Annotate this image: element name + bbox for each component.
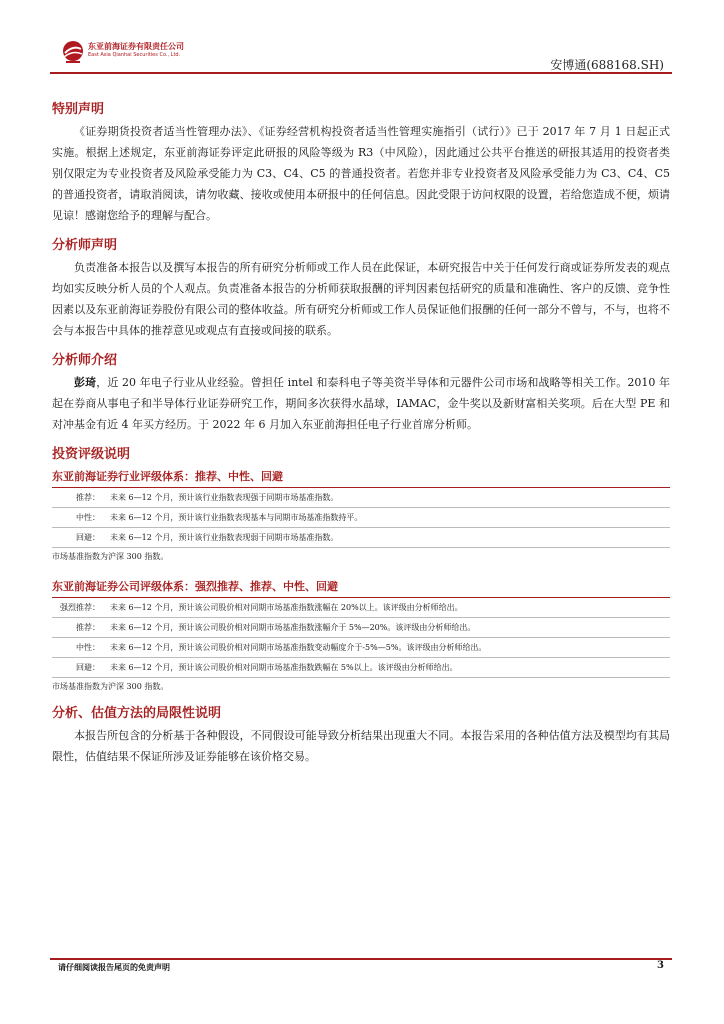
company-name-cn: 东亚前海证券有限责任公司: [88, 42, 184, 51]
footer-divider: [50, 958, 672, 960]
table-row: [52, 508, 670, 528]
rating-desc: 未来 6—12 个月，预计该行业指数表现强于同期市场基准指数。: [110, 488, 670, 508]
page-header: [50, 36, 672, 72]
rating-desc: 未来 6—12 个月，预计该公司股价相对同期市场基准指数跌幅在 5%以上。该评级由分析师给出。: [110, 658, 670, 678]
company-benchmark-note: 市场基准指数为沪深 300 指数。: [52, 682, 169, 691]
analyst-intro-text: [52, 372, 670, 435]
rating-key: 推荐：: [76, 493, 100, 502]
rating-desc: 未来 6—12 个月，预计该公司股价相对同期市场基准指数变动幅度介于-5%—5%。该评级由分析师给出。: [110, 638, 670, 658]
table-row: [52, 488, 670, 508]
rating-key: 回避：: [76, 533, 100, 542]
special-statement-text: 《证券期货投资者适当性管理办法》、《证券经营机构投资者适当性管理实施指引（试行）》已于 2017 年 7 月 1 日起正式实施。根据上述规定，东亚前海证券评定此研报的风险等级为 R3（中风险），因此通过公共平台推送的研报其适用的投资者类别仅限定为专业投资者及风险承受能力为 C3、C4、C5 的普通投资者。若您并非专业投资者及风险承受能力为 C3、C4、C5 的普通投资者，请取消阅读，请勿收藏、接收或使用本研报中的任何信息。因此受限于访问权限的设置，若给您造成不便，烦请见谅！感谢您给予的理解与配合。: [52, 125, 670, 222]
rating-key: 强烈推荐：: [60, 603, 100, 612]
table-row: [52, 658, 670, 678]
industry-benchmark-note: 市场基准指数为沪深 300 指数。: [52, 552, 169, 561]
page-number: 3: [657, 960, 664, 971]
section-title-rating: 投资评级说明: [52, 447, 131, 462]
rating-desc: 未来 6—12 个月，预计该公司股价相对同期市场基准指数涨幅介于 5%—20%。该评级由分析师给出。: [110, 618, 670, 638]
company-logo-icon: [60, 40, 86, 64]
header-divider: [50, 72, 672, 74]
footer-disclaimer: 请仔细阅读报告尾页的免责声明: [58, 963, 170, 972]
rating-desc: 未来 6—12 个月，预计该公司股价相对同期市场基准指数涨幅在 20%以上。该评级由分析师给出。: [110, 598, 670, 618]
table-row: [52, 598, 670, 618]
rating-key: 推荐：: [76, 623, 100, 632]
rating-desc: 未来 6—12 个月，预计该行业指数表现弱于同期市场基准指数。: [110, 528, 670, 548]
rating-key: 中性：: [76, 643, 100, 652]
industry-rating-table: [52, 488, 670, 548]
section-title-analyst-statement: 分析师声明: [52, 238, 118, 253]
limitation-text: 本报告所包含的分析基于各种假设，不同假设可能导致分析结果出现重大不同。本报告采用的各种估值方法及模型均有其局限性，估值结果不保证所涉及证券能够在该价格交易。: [52, 729, 670, 763]
analyst-name: 彭琦: [74, 376, 97, 389]
analyst-bio: ，近 20 年电子行业从业经验。曾担任 intel 和泰科电子等美资半导体和元器件公司市场和战略等相关工作。2010 年起在券商从事电子和半导体行业证券研究工作，期间多次获得水晶球，IAMAC，金牛奖以及新财富相关奖项。后在大型 PE 和对冲基金有近 4 年买方经历。于 2022 年 6 月加入东亚前海担任电子行业首席分析师。: [52, 376, 670, 431]
analyst-statement-text: 负责准备本报告以及撰写本报告的所有研究分析师或工作人员在此保证，本研究报告中关于任何发行商或证券所发表的观点均如实反映分析人员的个人观点。负责准备本报告的分析师获取报酬的评判因素包括研究的质量和准确性、客户的反馈、竞争性因素以及东亚前海证券股份有限公司的整体收益。所有研究分析师或工作人员保证他们报酬的任何一部分不曾与，不与，也将不会与本报告中具体的推荐意见或观点有直接或间接的联系。: [52, 261, 670, 337]
section-title-limitation: 分析、估值方法的局限性说明: [52, 706, 222, 721]
company-rating-table: [52, 598, 670, 678]
table-row: [52, 528, 670, 548]
stock-code: 安博通(688168.SH): [550, 58, 664, 72]
main-content: [52, 90, 670, 769]
company-rating-title: 东亚前海证券公司评级体系：强烈推荐、推荐、中性、回避: [52, 578, 670, 598]
section-title-special: 特别声明: [52, 102, 105, 117]
rating-desc: 未来 6—12 个月，预计该行业指数表现基本与同期市场基准指数持平。: [110, 508, 670, 528]
company-name-en: East Asia Qianhai Securities Co., Ltd.: [88, 52, 181, 58]
rating-key: 中性：: [76, 513, 100, 522]
industry-rating-title: 东亚前海证券行业评级体系：推荐、中性、回避: [52, 468, 670, 488]
table-row: [52, 638, 670, 658]
section-title-analyst-intro: 分析师介绍: [52, 353, 118, 368]
rating-key: 回避：: [76, 663, 100, 672]
table-row: [52, 618, 670, 638]
